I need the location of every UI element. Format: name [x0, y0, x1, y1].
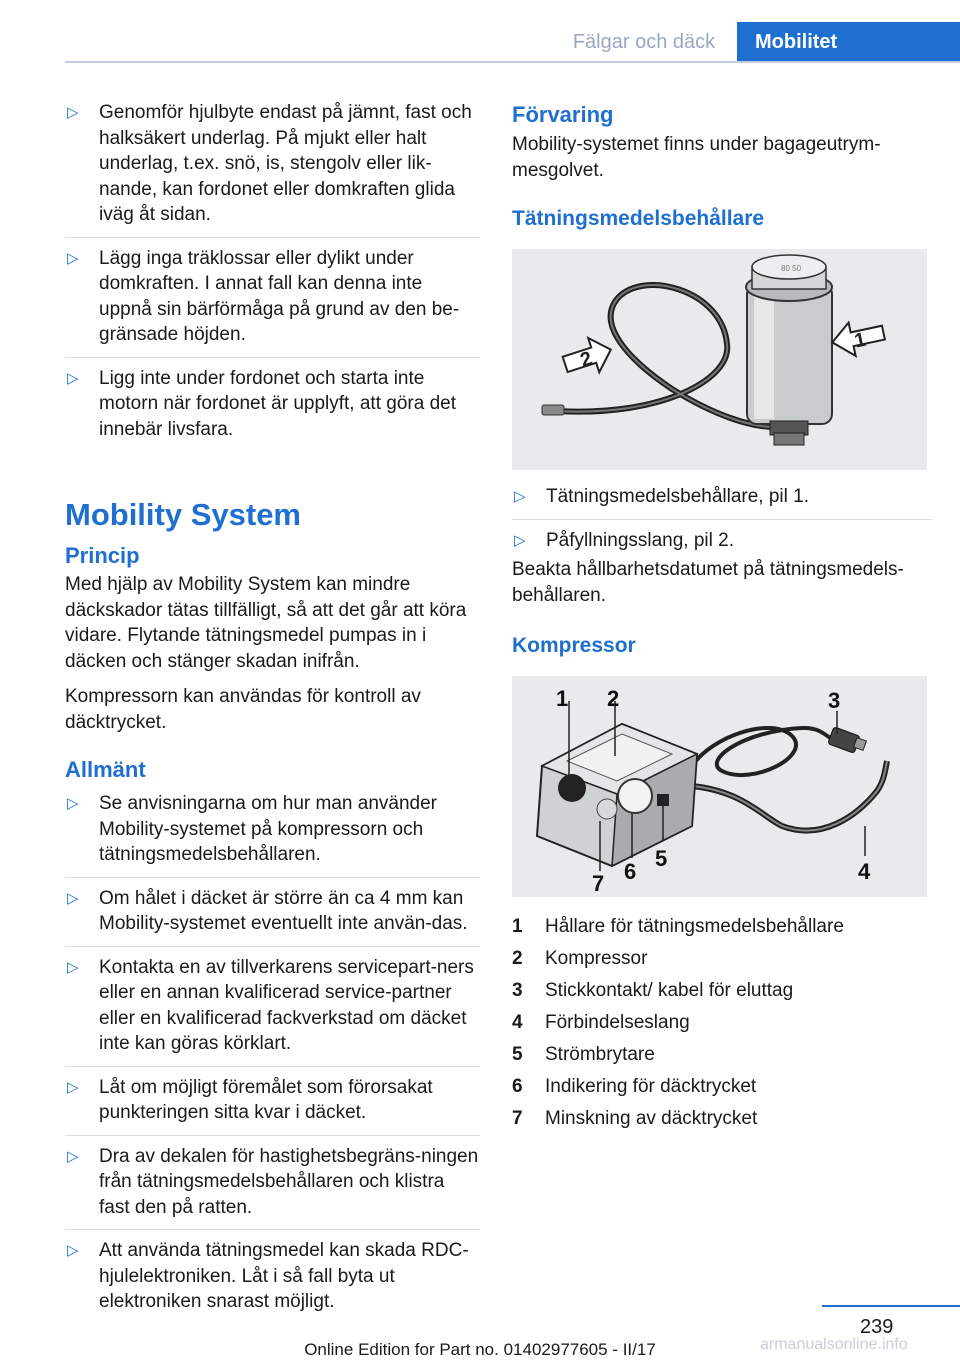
figure-label-2: 2 — [607, 686, 620, 711]
right-column — [512, 100, 932, 1135]
triangle-bullet-icon: ▷ — [514, 531, 526, 549]
figure-label-5: 5 — [655, 846, 668, 871]
figure-label-7: 7 — [592, 871, 605, 896]
tab-faelgar-och-daeck[interactable]: Fälgar och däck — [572, 31, 716, 53]
sealant-container-figure — [512, 249, 927, 470]
figure-label-3: 3 — [828, 688, 841, 713]
figure-label-4: 4 — [858, 859, 871, 884]
list-item: ▷ Om hålet i däcket är större än ca 4 mm kan Mobility-systemet eventuellt inte använ‐das. — [65, 886, 480, 947]
list-item: 5 Strömbrytare — [512, 1044, 655, 1065]
list-item: 7 Minskning av däcktrycket — [512, 1108, 758, 1129]
triangle-bullet-icon: ▷ — [67, 104, 79, 121]
list-item: ▷ Låt om möjligt föremålet som förorsakat punkteringen sitta kvar i däcket. — [65, 1075, 480, 1136]
list-item: 1 Hållare för tätningsmedelsbehållare — [512, 916, 844, 937]
compressor-illustration — [512, 676, 927, 897]
triangle-bullet-icon: ▷ — [67, 1147, 79, 1165]
tab-mobilitet[interactable]: Mobilitet — [737, 22, 960, 62]
triangle-bullet-icon: ▷ — [67, 889, 79, 907]
triangle-bullet-icon: ▷ — [514, 488, 526, 505]
figure-label-1: 1 — [852, 328, 868, 353]
storage-heading: Förvaring — [512, 102, 614, 127]
list-item: ▷ Ligg inte under fordonet och starta inte motorn när fordonet är upplyft, att göra det innebär livsfara. — [67, 367, 456, 440]
principle-paragraph: Med hjälp av Mobility System kan mindre däckskador tätas tillfälligt, så att det går att köra vidare. Flytande tätningsmedel pumpas in i däcken och stänger skadan inifrån. — [65, 574, 467, 672]
sealant-container-illustration — [512, 249, 927, 470]
section-title: Mobility System — [65, 497, 301, 532]
figure-label-6: 6 — [624, 859, 637, 884]
left-column — [65, 100, 480, 1332]
triangle-bullet-icon: ▷ — [67, 795, 79, 812]
list-item: ▷ Tätningsmedelsbehållare, pil 1. — [512, 484, 932, 520]
triangle-bullet-icon: ▷ — [67, 249, 79, 267]
triangle-bullet-icon: ▷ — [67, 1078, 79, 1096]
compressor-parts-list — [512, 911, 932, 1135]
storage-paragraph: Mobility-systemet finns under bagageutrym‐mesgolvet. — [512, 134, 881, 181]
general-heading: Allmänt — [65, 757, 146, 782]
list-item: 4 Förbindelseslang — [512, 1012, 690, 1033]
triangle-bullet-icon: ▷ — [67, 1242, 79, 1259]
list-item: ▷ Se anvisningarna om hur man använder Mobility-systemet på kompressorn och tätningsmedelsbehållaren. — [65, 791, 480, 878]
container-bullet-list — [512, 484, 932, 553]
principle-heading: Princip — [65, 543, 140, 568]
list-item: ▷ Påfyllningsslang, pil 2. — [512, 528, 932, 554]
edition-footer: Online Edition for Part no. 01402977605 - II/17 — [304, 1340, 656, 1359]
list-item: ▷ Kontakta en av tillverkarens servicepart‐ners eller en annan kvalificerad service‐partner eller en kvalificerad fackverkstad om däcket inte kan göras körklart. — [65, 955, 480, 1067]
list-item: ▷ Genomför hjulbyte endast på jämnt, fast och halksäkert underlag. På mjukt eller halt underlag, t.ex. snö, is, stengolv eller lik‐nande, kan fordonet eller domkraften glida iväg åt sidan. — [65, 100, 480, 238]
page-number: 239 — [860, 1316, 894, 1338]
cap-marking: 80 50 — [781, 264, 802, 273]
compressor-note-paragraph: Kompressorn kan användas för kontroll av däcktrycket. — [65, 686, 421, 733]
list-item: ▷ Att använda tätningsmedel kan skada RDC-hjulelektroniken. Låt i så fall byta ut elektroniken snarast möjligt. — [67, 1240, 469, 1312]
page-number-rule — [822, 1305, 960, 1307]
triangle-bullet-icon: ▷ — [67, 369, 79, 387]
list-item: ▷ Lägg inga träklossar eller dylikt under domkraften. I annat fall kan denna inte uppnå sin bärförmåga på grund av den be‐gränsade höjden. — [65, 246, 480, 358]
list-item: 3 Stickkontakt/ kabel för eluttag — [512, 980, 794, 1001]
header-divider — [65, 61, 960, 63]
watermark: armanualsonline.info — [760, 1336, 908, 1353]
general-bullet-list — [65, 791, 480, 1324]
list-item: ▷ Dra av dekalen för hastighetsbegräns‐ningen från tätningsmedelsbehållaren och klistra fast den på ratten. — [65, 1144, 480, 1231]
figure-label-2: 2 — [577, 347, 595, 372]
compressor-heading: Kompressor — [512, 634, 636, 657]
list-item: 2 Kompressor — [512, 948, 648, 969]
container-heading: Tätningsmedelsbehållare — [512, 207, 765, 230]
compressor-figure — [512, 676, 927, 897]
triangle-bullet-icon: ▷ — [67, 958, 79, 976]
safety-bullet-list — [65, 100, 480, 451]
figure-label-1: 1 — [556, 686, 569, 711]
list-item: 6 Indikering för däcktrycket — [512, 1076, 757, 1097]
expiry-paragraph: Beakta hållbarhetsdatumet på tätningsmedels‐behållaren. — [512, 559, 904, 606]
